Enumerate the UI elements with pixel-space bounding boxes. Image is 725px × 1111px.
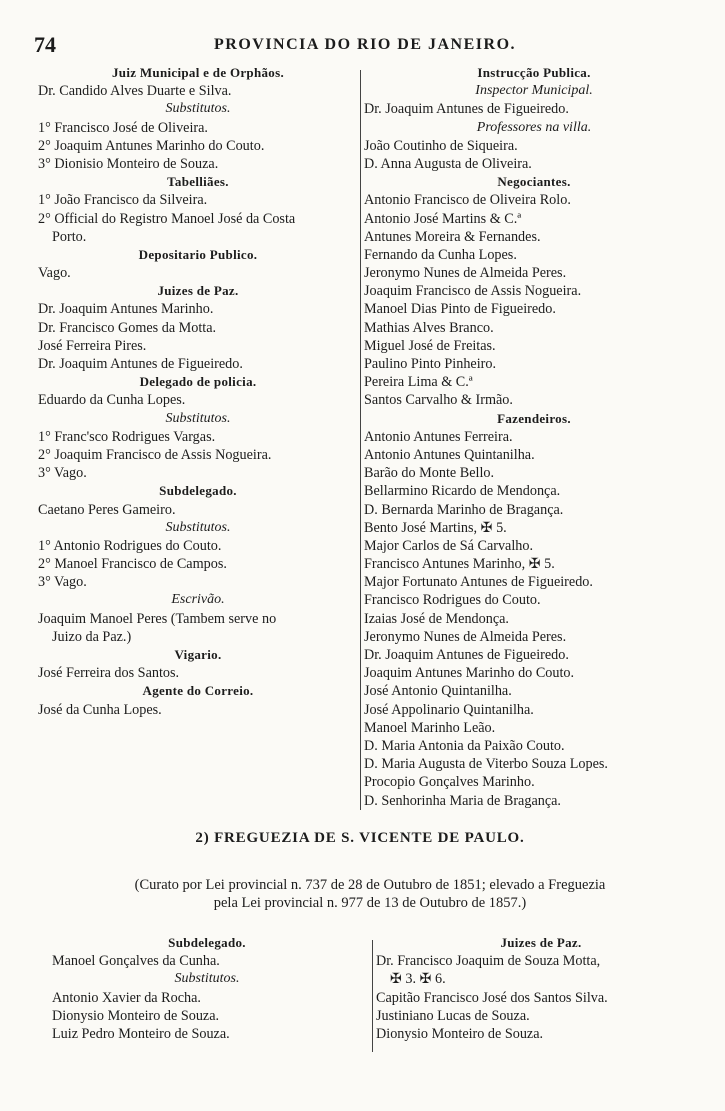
list-item: Jeronymo Nunes de Almeida Peres.	[364, 265, 567, 282]
list-item: José Antonio Quintanilha.	[364, 683, 512, 700]
list-item: 1° Francisco José de Oliveira.	[38, 119, 208, 136]
list-item: Manoel Dias Pinto de Figueiredo.	[364, 301, 556, 318]
section-heading: Agente do Correio.	[142, 683, 254, 699]
list-item: D. Senhorinha Maria de Bragança.	[364, 792, 561, 809]
list-item: 1° Antonio Rodrigues do Couto.	[38, 537, 222, 554]
list-item: Dr. Joaquim Antunes Marinho.	[38, 301, 214, 318]
list-item: 2° Joaquim Antunes Marinho do Couto.	[38, 137, 265, 154]
section-heading: Instrucção Publica.	[477, 65, 591, 80]
list-item: Antonio Xavier da Rocha.	[52, 989, 201, 1006]
list-item: Antonio Francisco de Oliveira Rolo.	[364, 192, 571, 209]
list-item: Eduardo da Cunha Lopes.	[38, 392, 186, 409]
list-item: Antonio José Martins & C.ª	[364, 210, 522, 227]
section-heading: Depositario Publico.	[138, 246, 258, 262]
section-heading: Subdelegado.	[168, 935, 246, 950]
list-item: Manoel Marinho Leão.	[364, 719, 496, 736]
list-item: 3° Dionisio Monteiro de Souza.	[38, 155, 219, 172]
continuation-line: ✠ 3. ✠ 6.	[390, 971, 446, 988]
list-item: Dionysio Monteiro de Souza.	[376, 1025, 544, 1042]
list-item: Joaquim Francisco de Assis Nogueira.	[364, 283, 582, 300]
subheading: Substitutos.	[165, 101, 231, 117]
list-item: Capitão Francisco José dos Santos Silva.	[376, 989, 608, 1006]
list-item: D. Maria Antonia da Paixão Couto.	[364, 737, 565, 754]
list-item: Dr. Candido Alves Duarte e Silva.	[38, 83, 232, 100]
list-item: 3° Vago.	[38, 465, 87, 482]
continuation-line: Porto.	[52, 228, 87, 245]
section-heading: Juiz Municipal e de Orphãos.	[112, 65, 284, 80]
list-item: Dr. Francisco Joaquim de Souza Motta,	[376, 953, 601, 970]
list-item: Dionysio Monteiro de Souza.	[52, 1007, 220, 1024]
list-item: Major Fortunato Antunes de Figueiredo.	[364, 574, 593, 591]
list-item: Pereira Lima & C.ª	[364, 374, 473, 391]
section-heading: Tabelliães.	[167, 174, 229, 190]
section-heading: Juizes de Paz.	[157, 283, 239, 299]
subheading: Substitutos.	[165, 519, 231, 535]
list-item: D. Bernarda Marinho de Bragança.	[364, 501, 564, 518]
list-item: Bento José Martins, ✠ 5.	[364, 519, 507, 536]
list-item: 2° Manoel Francisco de Campos.	[38, 556, 227, 573]
law-note	[50, 876, 690, 912]
left-column-section-2	[52, 934, 362, 1043]
list-item: Antunes Moreira & Fernandes.	[364, 228, 541, 245]
list-item: Dr. Joaquim Antunes de Figueiredo.	[364, 647, 569, 663]
page-number: 74	[34, 32, 56, 57]
list-item: Luiz Pedro Monteiro de Souza.	[52, 1025, 230, 1042]
list-item: 1° Franc'sco Rodrigues Vargas.	[38, 428, 216, 445]
right-column	[364, 64, 704, 810]
section-heading: Fazendeiros.	[497, 410, 571, 426]
section-heading: Delegado de policia.	[139, 374, 257, 390]
continuation-line: Juizo da Paz.)	[52, 628, 132, 645]
list-item: José da Cunha Lopes.	[38, 701, 162, 718]
list-item: 2° Joaquim Francisco de Assis Nogueira.	[38, 446, 272, 463]
subheading: Substitutos.	[165, 410, 231, 426]
list-item: Miguel José de Freitas.	[364, 337, 496, 354]
list-item: Manoel Gonçalves da Cunha.	[52, 953, 220, 970]
list-item: Bellarmino Ricardo de Mendonça.	[364, 483, 561, 500]
list-item: Procopio Gonçalves Marinho.	[364, 774, 535, 791]
list-item: Joaquim Antunes Marinho do Couto.	[364, 665, 575, 682]
section-heading: Juizes de Paz.	[500, 935, 582, 950]
list-item: D. Maria Augusta de Viterbo Souza Lopes.	[364, 756, 608, 773]
list-item: 1° João Francisco da Silveira.	[38, 192, 208, 209]
list-item: Fernando da Cunha Lopes.	[364, 246, 517, 263]
list-item: Jeronymo Nunes de Almeida Peres.	[364, 628, 567, 645]
subheading: Inspector Municipal.	[475, 83, 593, 99]
list-item: João Coutinho de Siqueira.	[364, 137, 518, 154]
list-item: Paulino Pinto Pinheiro.	[364, 356, 497, 372]
list-item: José Ferreira Pires.	[38, 337, 147, 354]
subheading: Escrivão.	[171, 592, 225, 608]
list-item: Mathias Alves Branco.	[364, 319, 494, 336]
law-note-line-2: pela Lei provincial n. 977 de 13 de Outubro de 1857.)	[213, 895, 527, 911]
list-item: José Appolinario Quintanilha.	[364, 701, 534, 718]
subheading: Substitutos.	[174, 971, 240, 987]
list-item: Dr. Joaquim Antunes de Figueiredo.	[38, 356, 243, 372]
list-item: Joaquim Manoel Peres (Tambem serve no	[38, 610, 277, 627]
list-item: 2° Official do Registro Manoel José da Costa	[38, 210, 296, 227]
list-item: Dr. Francisco Gomes da Motta.	[38, 319, 217, 336]
list-item: D. Anna Augusta de Oliveira.	[364, 155, 532, 172]
section-heading: Subdelegado.	[159, 483, 237, 499]
list-item: Santos Carvalho & Irmão.	[364, 392, 513, 409]
section-heading: Vigario.	[174, 647, 222, 662]
right-column-section-2	[376, 934, 706, 1043]
column-divider-section-2	[372, 940, 373, 1052]
list-item: Izaias José de Mendonça.	[364, 610, 509, 627]
list-item: Antonio Antunes Ferreira.	[364, 428, 513, 445]
law-note-line-1: (Curato por Lei provincial n. 737 de 28 de Outubro de 1851; elevado a Freguezia	[134, 877, 606, 893]
list-item: Antonio Antunes Quintanilha.	[364, 446, 535, 463]
list-item: Vago.	[38, 265, 71, 282]
list-item: Francisco Rodrigues do Couto.	[364, 592, 541, 609]
section-title: 2) FREGUEZIA DE S. VICENTE DE PAULO.	[195, 830, 525, 846]
list-item: José Ferreira dos Santos.	[38, 665, 180, 682]
list-item: Justiniano Lucas de Souza.	[376, 1007, 530, 1024]
list-item: Francisco Antunes Marinho, ✠ 5.	[364, 556, 555, 573]
list-item: Caetano Peres Gameiro.	[38, 501, 176, 518]
left-column	[38, 64, 358, 719]
list-item: Dr. Joaquim Antunes de Figueiredo.	[364, 101, 569, 118]
column-divider	[360, 70, 361, 810]
list-item: Barão do Monte Bello.	[364, 465, 495, 482]
list-item: Major Carlos de Sá Carvalho.	[364, 537, 534, 554]
list-item: 3° Vago.	[38, 574, 87, 591]
section-heading: Negociantes.	[497, 174, 571, 190]
subheading: Professores na villa.	[476, 119, 592, 135]
running-head: PROVINCIA DO RIO DE JANEIRO.	[213, 36, 517, 53]
